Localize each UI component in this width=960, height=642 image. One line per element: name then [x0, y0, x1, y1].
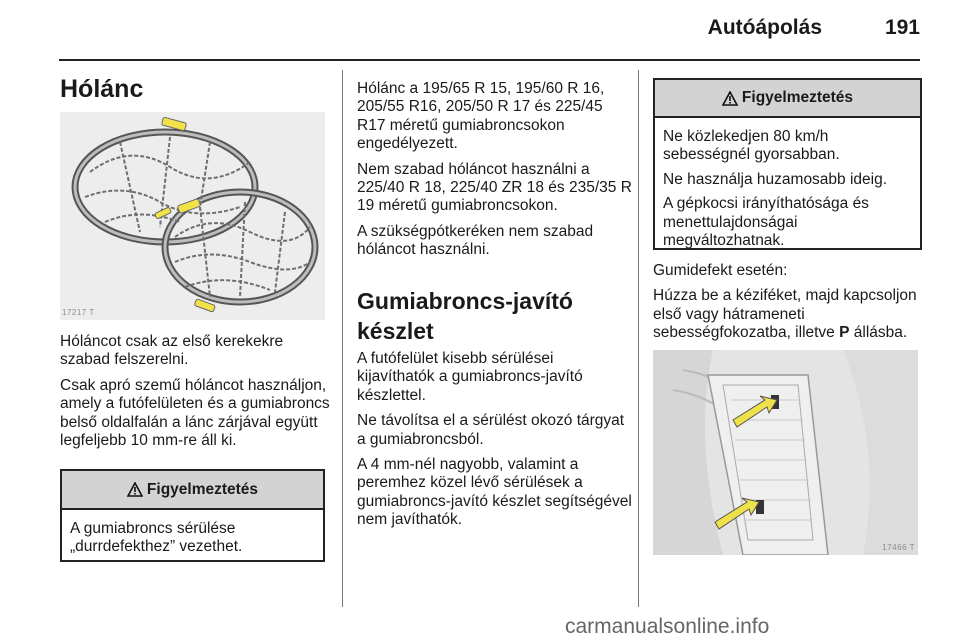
figure-id: 17217 T [62, 308, 95, 317]
tyre-size-text [357, 80, 632, 267]
tyre-repair-text [357, 350, 632, 537]
warning-body [655, 118, 920, 264]
paragraph [653, 287, 928, 342]
warning-triangle-icon [722, 91, 738, 106]
warning-body [62, 510, 323, 571]
paragraph: Ne távolítsa el a sérülést okozó tárgyat a gumiabroncsból. [357, 412, 625, 448]
snow-chain-drawing [60, 112, 325, 320]
paragraph: A futófelület kisebb sérülései kijavíthatók a gumiabroncs-javító készlettel. [357, 350, 583, 404]
warning-title: Figyelmeztetés [146, 480, 259, 498]
watermark: carmanualsonline.info [565, 615, 770, 638]
running-header-title: Autóápolás [707, 16, 822, 39]
paragraph: Hóláncot csak az első kerekekre szabad felszerelni. [60, 333, 284, 369]
paragraph: Gumidefekt esetén: [653, 262, 788, 279]
section-heading-snow-chains: Hólánc [60, 75, 144, 103]
warning-line: Ne használja huzamosabb ideig. [663, 170, 888, 188]
warning-line: A gépkocsi irányíthatósága és menettulajdonságai megváltozhatnak. [663, 195, 869, 250]
warning-box [60, 469, 325, 562]
warning-line: Ne közlekedjen 80 km/h sebességnél gyorsabban. [663, 128, 840, 164]
header-rule [59, 59, 920, 61]
flat-tyre-text [653, 262, 928, 350]
gear-letter: P [839, 324, 850, 342]
warning-title: Figyelmeztetés [741, 89, 854, 106]
page-number: 191 [884, 16, 920, 39]
paragraph: A szükségpótkeréken nem szabad hóláncot használni. [357, 222, 594, 259]
warning-header [62, 471, 323, 510]
paragraph: Hólánc a 195/65 R 15, 195/60 R 16, 205/55 R16, 205/50 R 17 és 225/45 R17 méretű gumiabroncsokon engedélyezett. [357, 80, 605, 153]
warning-line: A gumiabroncs sérülése „durrdefekthez” vezethet. [70, 520, 243, 556]
paragraph: Csak apró szemű hóláncot használjon, amely a futófelületen és a gumiabroncs belső oldalfalán a lánc zárjával együtt legfeljebb 10 mm-re áll ki. [60, 376, 330, 450]
snow-chain-text [60, 333, 335, 457]
repair-kit-location-illustration [653, 350, 918, 555]
paragraph: A 4 mm-nél nagyobb, valamint a peremhez közel lévő sérülések a gumiabroncs-javító készlet segítségével nem javíthatók. [357, 456, 632, 529]
section-heading-tyre-repair-kit: Gumiabroncs-javító készlet [357, 288, 573, 344]
snow-chain-illustration [60, 112, 325, 320]
handbrake-instruction: Húzza be a kéziféket, majd kapcsoljon első vagy hátrameneti sebességfokozatba, illetve [653, 287, 917, 342]
gear-suffix: állásba. [849, 324, 908, 342]
paragraph: Nem szabad hóláncot használni a 225/40 R 18, 225/40 ZR 18 és 235/35 R 19 méretű gumiabroncsokon. [357, 160, 632, 215]
warning-triangle-icon [127, 482, 143, 497]
figure-id: 17466 T [882, 543, 915, 552]
column-divider [342, 70, 343, 607]
warning-header [655, 80, 920, 118]
trunk-compartment-drawing [653, 350, 918, 555]
warning-box [653, 78, 922, 250]
column-divider [638, 70, 639, 607]
